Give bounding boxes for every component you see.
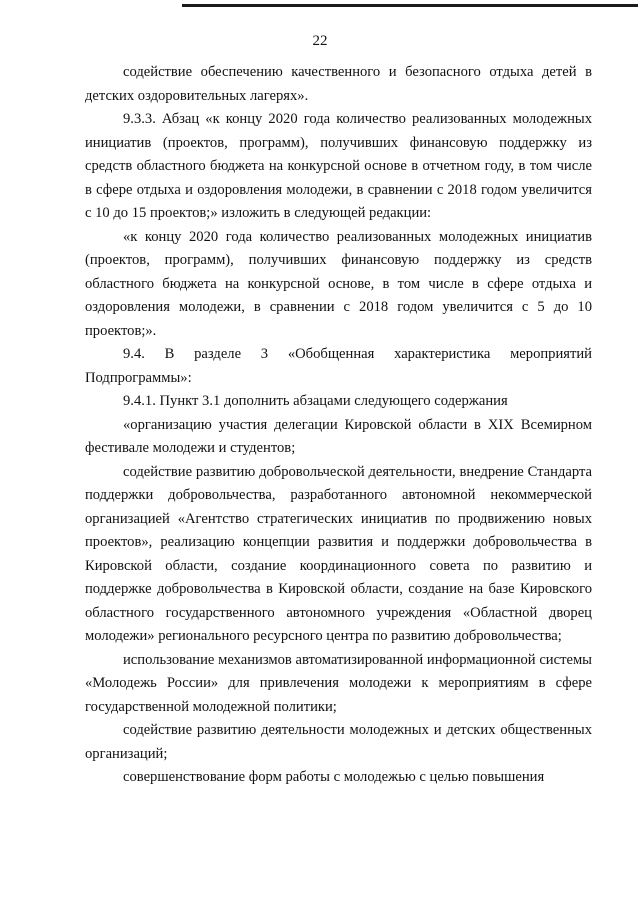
paragraph-information-system: использование механизмов автоматизированной информационной системы «Молодежь России» для привлечения молодежи к мероприятиям в сфере государственной молодежной политики; xyxy=(85,651,592,715)
paragraph-9-4: 9.4. В разделе 3 «Обобщенная характеристика мероприятий Подпрограммы»: xyxy=(85,346,592,386)
paragraph-new-wording: «к концу 2020 года количество реализованных молодежных инициатив (проектов, программ), получивших финансовую поддержку из средств областного бюджета на конкурсной основе, в том числе в сфере отдыха и оздоровления молодежи, в сравнении с 2018 годом увеличится с 5 до 10 проектов;». xyxy=(85,228,592,339)
paragraph-work-forms: совершенствование форм работы с молодежью с целью повышения xyxy=(123,769,545,785)
page-number: 22 xyxy=(312,33,328,49)
document-body xyxy=(85,61,592,790)
paragraph-organizations: содействие развитию деятельности молодежных и детских общественных организаций; xyxy=(85,722,592,762)
paragraph-9-3-3: 9.3.3. Абзац «к концу 2020 года количество реализованных молодежных инициатив (проектов, программ), получивших финансовую поддержку из средств областного бюджета на конкурсной основе в отчетном году, в том числе в сфере отдыха и оздоровления молодежи, в сравнении с 2018 годом увеличится с 10 до 15 проектов;» изложить в следующей редакции: xyxy=(85,111,592,221)
top-border-line xyxy=(182,4,638,7)
paragraph-9-4-1: 9.4.1. Пункт 3.1 дополнить абзацами следующего содержания xyxy=(123,393,508,409)
paragraph-festival: «организацию участия делегации Кировской области в XIX Всемирном фестивале молодежи и студентов; xyxy=(85,416,592,456)
paragraph-volunteering: содействие развитию добровольческой деятельности, внедрение Стандарта поддержки добровольчества, разработанного автономной некоммерческой организацией «Агентство стратегических инициатив по продвижению новых проектов», реализацию концепции развития и поддержки добровольчества в Кировской области, создание координационного совета по развитию и поддержке добровольчества в Кировской области, создание на базе Кировского областного государственного автономного учреждения «Областной дворец молодежи» регионального ресурсного центра по развитию добровольчества; xyxy=(85,463,592,644)
paragraph-closing-quote: содействие обеспечению качественного и безопасного отдыха детей в детских оздоровительных лагерях». xyxy=(85,64,592,104)
